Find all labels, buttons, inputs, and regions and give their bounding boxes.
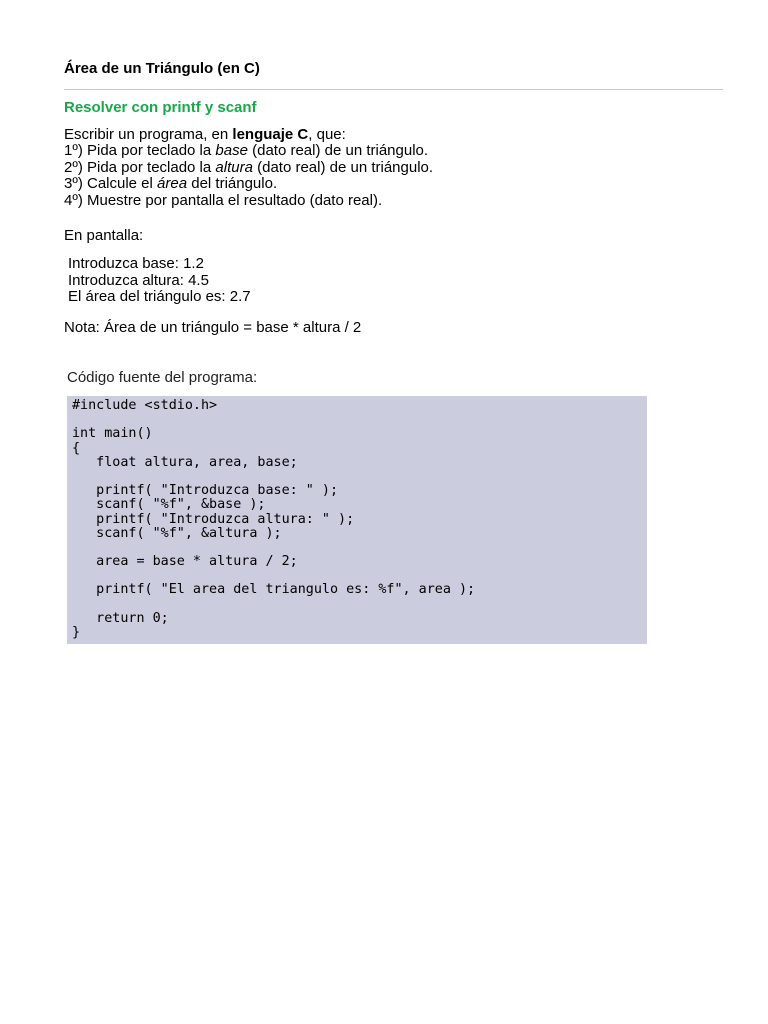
code-line xyxy=(72,569,475,583)
step-text: 4º) Muestre por pantalla el resultado (dato real). xyxy=(64,191,383,209)
step-emphasis: altura xyxy=(215,158,253,176)
step-text: 1º) Pida por teclado la xyxy=(64,142,216,159)
step-text: (dato real) de un triángulo. xyxy=(247,142,429,159)
output-line: El área del triángulo es: 2.7 xyxy=(68,288,251,305)
formula-note: Nota: Área de un triángulo = base * altura / 2 xyxy=(64,319,362,336)
code-caption: Código fuente del programa: xyxy=(67,369,258,386)
step-item xyxy=(64,193,433,210)
code-line: #include <stdio.h> xyxy=(72,398,218,413)
step-text: 3º) Calcule el xyxy=(64,175,158,192)
intro-bold: lenguaje C xyxy=(232,126,309,143)
step-item xyxy=(64,160,433,177)
output-line: Introduzca base: 1.2 xyxy=(68,255,204,272)
intro-suffix: , que: xyxy=(308,126,346,143)
code-line xyxy=(72,541,475,555)
code-line: printf( "Introduzca altura: " ); xyxy=(72,511,355,527)
code-line: printf( "Introduzca base: " ); xyxy=(72,483,339,499)
code-line: return 0; xyxy=(72,610,169,626)
section-subtitle: Resolver con printf y scanf xyxy=(64,99,257,116)
step-emphasis: área xyxy=(157,175,188,192)
screen-label: En pantalla: xyxy=(64,227,144,244)
code-line: int main() xyxy=(72,426,153,442)
code-line: scanf( "%f", &altura ); xyxy=(72,525,282,541)
step-item xyxy=(64,176,433,193)
code-line: area = base * altura / 2; xyxy=(72,554,298,570)
intro-prefix: Escribir un programa, en xyxy=(64,126,233,143)
page-title: Área de un Triángulo (en C) xyxy=(64,60,260,77)
code-line: float altura, area, base; xyxy=(72,454,298,470)
source-code xyxy=(72,399,475,640)
intro-paragraph xyxy=(64,126,346,143)
code-line: { xyxy=(72,440,81,456)
code-line xyxy=(72,413,475,427)
title-divider xyxy=(64,89,723,90)
output-line: Introduzca altura: 4.5 xyxy=(68,271,209,289)
code-line: printf( "El area del triangulo es: %f", area ); xyxy=(72,582,476,598)
step-item xyxy=(64,143,433,160)
code-line xyxy=(72,598,475,612)
code-line: } xyxy=(72,625,81,640)
step-text: 2º) Pida por teclado la xyxy=(64,158,216,176)
steps-list xyxy=(64,143,433,209)
code-line xyxy=(72,470,475,484)
step-text: del triángulo. xyxy=(187,175,278,192)
code-line: scanf( "%f", &base ); xyxy=(72,497,266,513)
screen-output xyxy=(68,256,251,306)
step-emphasis: base xyxy=(215,142,248,159)
code-block xyxy=(67,396,647,644)
step-text: (dato real) de un triángulo. xyxy=(252,158,434,176)
